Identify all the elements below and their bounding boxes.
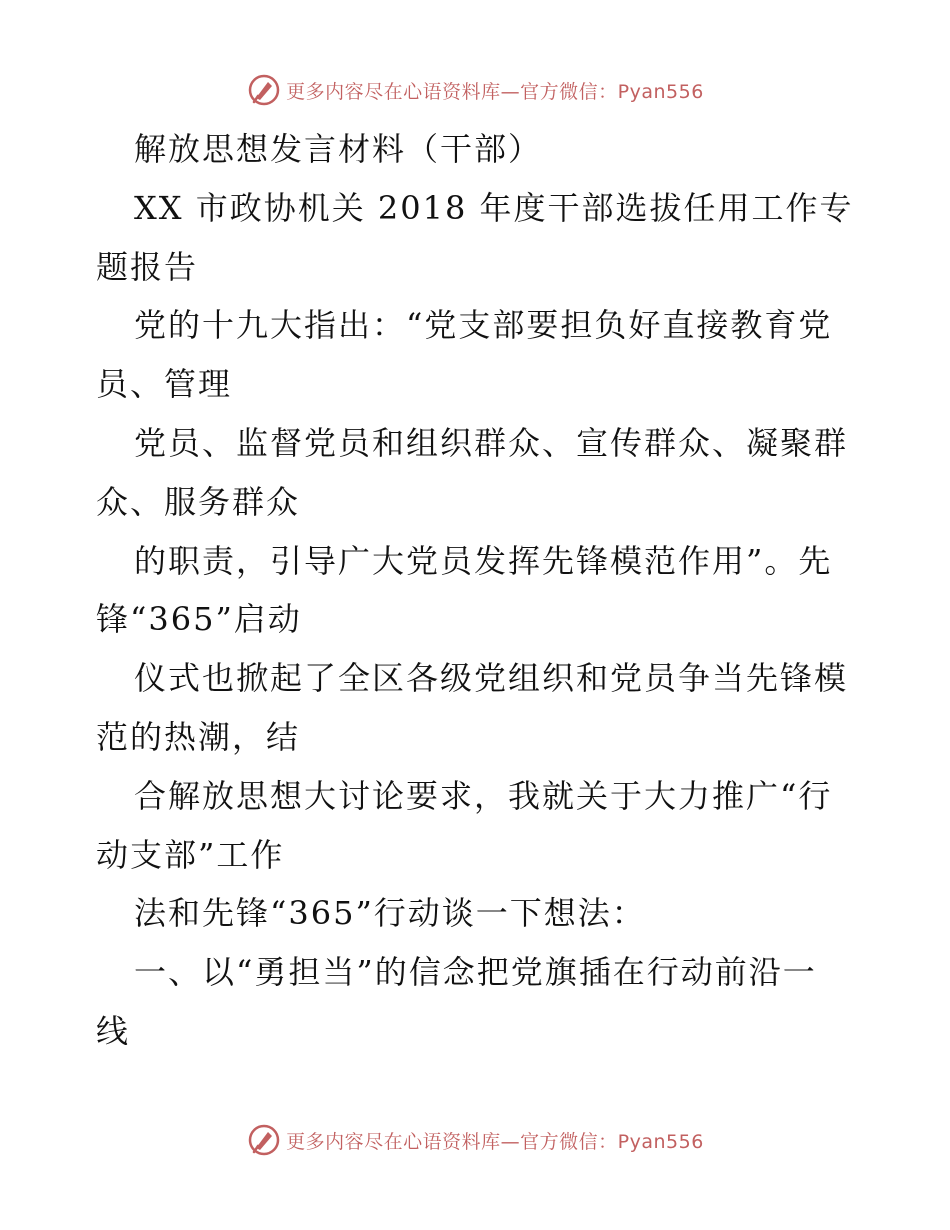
pen-nib-logo-icon xyxy=(246,1122,282,1158)
paragraph-line: 的职责，引导广大党员发挥先锋模范作用”。先 xyxy=(134,541,833,580)
paragraph-line: 锋“365”启动 xyxy=(96,600,302,639)
paragraph-line: 动支部”工作 xyxy=(96,835,285,874)
section-heading-line: 一、以“勇担当”的信念把党旗插在行动前沿一 xyxy=(134,953,817,992)
section-heading-line: 线 xyxy=(96,1011,131,1050)
doc-subtitle-line: 题报告 xyxy=(96,247,199,286)
header-watermark xyxy=(0,68,950,112)
paragraph-line: 法和先锋“365”行动谈一下想法： xyxy=(134,894,646,933)
doc-subtitle-line: XX 市政协机关 2018 年度干部选拔任用工作专 xyxy=(134,188,854,227)
paragraph-line: 范的热潮，结 xyxy=(96,717,301,756)
pen-nib-logo-icon xyxy=(246,72,282,108)
watermark-text: 更多内容尽在心语资料库—官方微信：Pyan556 xyxy=(286,1130,704,1153)
paragraph-line: 仪式也掀起了全区各级党组织和党员争当先锋模 xyxy=(134,659,849,698)
doc-title: 解放思想发言材料（干部） xyxy=(134,130,543,168)
paragraph-line: 众、服务群众 xyxy=(96,482,301,521)
watermark-text: 更多内容尽在心语资料库—官方微信：Pyan556 xyxy=(286,80,704,103)
paragraph-line: 员、管理 xyxy=(96,365,233,404)
paragraph-line: 党的十九大指出：“党支部要担负好直接教育党 xyxy=(134,306,833,345)
paragraph-line: 党员、监督党员和组织群众、宣传群众、凝聚群 xyxy=(134,423,849,462)
paragraph-line: 合解放思想大讨论要求，我就关于大力推广“行 xyxy=(134,776,833,815)
document-body xyxy=(96,120,866,1061)
footer-watermark xyxy=(0,1118,950,1162)
